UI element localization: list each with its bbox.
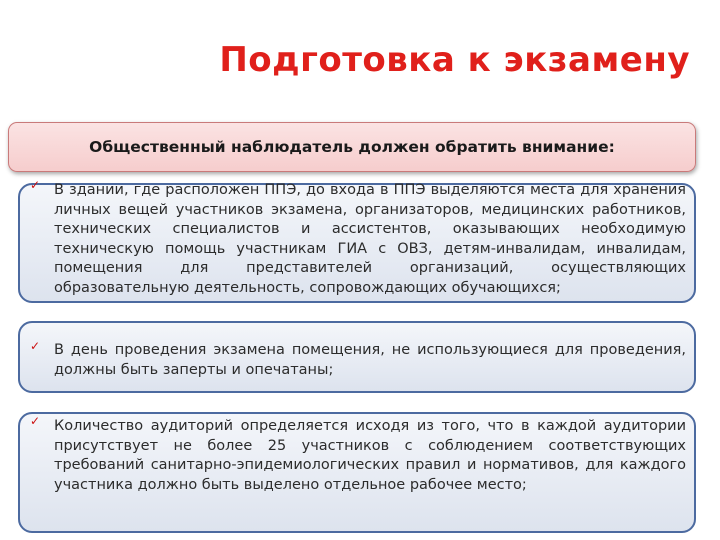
info-card-text: Количество аудиторий определяется исходя из того, что в каждой аудитории присутствует не более 25 участников с соблюдением соответствующих требований санитарно-эпидемиологических правил и нормативов, для каждого участника должно быть выделено отдельное рабочее место; xyxy=(54,418,686,493)
header-banner xyxy=(8,122,696,172)
info-card-2 xyxy=(18,321,696,393)
slide-title: Подготовка к экзамену xyxy=(219,40,690,80)
info-card-3 xyxy=(18,412,696,533)
checkmark-icon: ✓ xyxy=(30,178,41,192)
checkmark-icon: ✓ xyxy=(30,339,41,353)
info-card-text: В здании, где расположен ППЭ, до входа в ППЭ выделяются места для хранения личных вещей участников экзамена, организаторов, медицинских работников, технических специалистов и ассистентов, оказывающих необходимую техническую помощь участникам ГИА с ОВЗ, детям-инвалидам, инвалидам, помещения для представителей организаций, осуществляющих образовательную деятельность, сопровождающих обучающихся; xyxy=(54,182,686,296)
checkmark-icon: ✓ xyxy=(30,414,41,428)
info-card-1 xyxy=(18,178,696,303)
header-text: Общественный наблюдатель должен обратить внимание: xyxy=(89,138,615,156)
info-card-text: В день проведения экзамена помещения, не использующиеся для проведения, должны быть заперты и опечатаны; xyxy=(54,342,686,378)
